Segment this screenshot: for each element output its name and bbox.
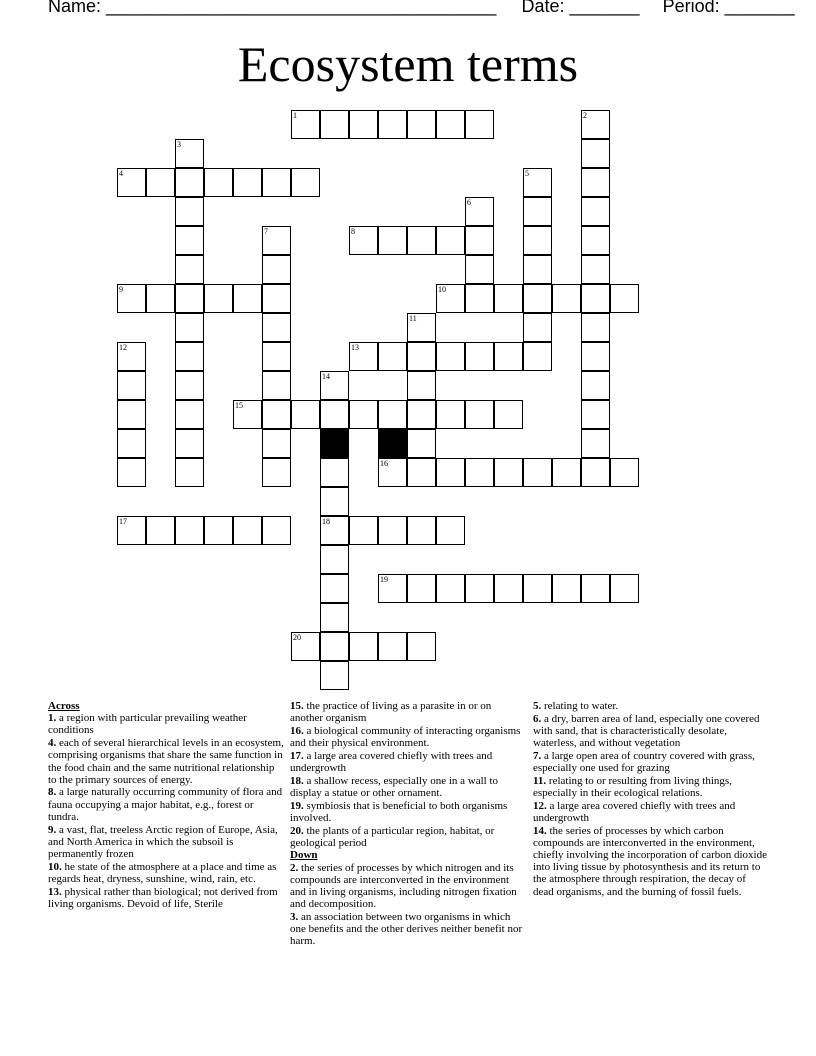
clue-item: [290, 800, 526, 824]
grid-cell[interactable]: [175, 284, 204, 313]
grid-cell[interactable]: [436, 516, 465, 545]
grid-cell[interactable]: [465, 342, 494, 371]
grid-cell[interactable]: [494, 400, 523, 429]
grid-cell[interactable]: [523, 226, 552, 255]
grid-cell[interactable]: [407, 574, 436, 603]
grid-cell[interactable]: [407, 632, 436, 661]
grid-cell[interactable]: [465, 458, 494, 487]
grid-cell[interactable]: [262, 400, 291, 429]
grid-cell[interactable]: [349, 342, 378, 371]
grid-cell[interactable]: [581, 139, 610, 168]
clue-item-text: a large area covered chiefly with trees and undergrowth: [290, 749, 493, 775]
clue-item: [48, 737, 284, 786]
grid-cell[interactable]: [291, 632, 320, 661]
clue-item: [533, 800, 769, 824]
grid-cell[interactable]: [117, 400, 146, 429]
clue-column-3: [533, 700, 769, 898]
grid-cell[interactable]: [349, 400, 378, 429]
clue-item-text: a dry, barren area of land, especially one covered with sand, that is characteristically desolate, waterless, and without vegetation: [533, 712, 760, 750]
clue-item-text: a large naturally occurring community of flora and fauna occupying a major habitat, e.g., forest or tundra.: [48, 786, 283, 823]
grid-cell[interactable]: [378, 632, 407, 661]
clue-item-text: the series of processes by which nitrogen and its compounds are interconverted in the environment and in living organisms, including nitrogen fixation and decomposition.: [290, 861, 517, 911]
grid-cell[interactable]: [349, 110, 378, 139]
grid-cell[interactable]: [552, 458, 581, 487]
grid-cell[interactable]: [117, 516, 146, 545]
grid-cell[interactable]: [320, 516, 349, 545]
grid-cell[interactable]: [349, 632, 378, 661]
clue-item-number: 16.: [290, 724, 304, 737]
clue-item: [48, 886, 284, 910]
name-field-label: Name: _______________________________________: [48, 0, 497, 16]
grid-cell[interactable]: [581, 400, 610, 429]
grid-cell[interactable]: [117, 342, 146, 371]
clue-number: 20: [293, 633, 301, 642]
grid-cell[interactable]: [320, 371, 349, 400]
clue-number: 1: [293, 111, 297, 120]
grid-cell[interactable]: [407, 313, 436, 342]
clue-item-text: symbiosis that is beneficial to both organisms involved.: [290, 799, 508, 824]
clue-item: [48, 824, 284, 861]
grid-cell[interactable]: [581, 168, 610, 197]
clue-item-text: a region with particular prevailing weather conditions: [48, 712, 247, 737]
grid-cell[interactable]: [581, 255, 610, 284]
grid-cell[interactable]: [117, 168, 146, 197]
clue-item: [48, 786, 284, 823]
grid-cell[interactable]: [320, 661, 349, 690]
grid-cell[interactable]: [494, 458, 523, 487]
grid-cell[interactable]: [581, 284, 610, 313]
clue-item: [290, 775, 526, 799]
grid-cell[interactable]: [407, 342, 436, 371]
grid-cell[interactable]: [610, 574, 639, 603]
grid-cell[interactable]: [407, 429, 436, 458]
clue-item: [533, 775, 769, 799]
grid-cell[interactable]: [117, 371, 146, 400]
grid-cell[interactable]: [117, 429, 146, 458]
grid-cell[interactable]: [233, 284, 262, 313]
grid-cell[interactable]: [175, 371, 204, 400]
grid-cell[interactable]: [523, 197, 552, 226]
grid-cell[interactable]: [436, 226, 465, 255]
grid-cell[interactable]: [262, 371, 291, 400]
grid-cell[interactable]: [465, 226, 494, 255]
clue-item: [290, 725, 526, 749]
clue-number: 18: [322, 517, 330, 526]
grid-cell[interactable]: [610, 458, 639, 487]
grid-cell[interactable]: [581, 371, 610, 400]
grid-cell[interactable]: [523, 342, 552, 371]
clue-item-text: physical rather than biological; not derived from living organisms. Devoid of life, Sterile: [48, 885, 278, 910]
grid-cell[interactable]: [175, 400, 204, 429]
clue-number: 2: [583, 111, 587, 120]
clue-item: [290, 911, 526, 948]
clue-item-number: 15.: [290, 700, 304, 712]
clue-item-number: 8.: [48, 786, 57, 799]
grid-cell[interactable]: [262, 255, 291, 284]
across-heading: Across: [48, 700, 80, 712]
grid-cell[interactable]: [407, 400, 436, 429]
clue-item-text: relating to or resulting from living things, especially in their ecological relations.: [533, 774, 732, 799]
grid-cell[interactable]: [175, 226, 204, 255]
clue-item-number: 4.: [48, 737, 57, 750]
clue-item: [48, 712, 284, 736]
clue-number: 13: [351, 343, 359, 352]
grid-cell[interactable]: [581, 458, 610, 487]
grid-cell[interactable]: [378, 226, 407, 255]
grid-cell[interactable]: [465, 284, 494, 313]
grid-cell[interactable]: [581, 342, 610, 371]
grid-cell[interactable]: [349, 516, 378, 545]
grid-cell[interactable]: [581, 429, 610, 458]
clue-item: [290, 700, 526, 724]
clue-column-1: [48, 700, 284, 910]
grid-cell[interactable]: [494, 574, 523, 603]
grid-cell[interactable]: [175, 139, 204, 168]
grid-cell[interactable]: [378, 458, 407, 487]
clue-item-number: 13.: [48, 885, 62, 898]
clue-number: 8: [351, 227, 355, 236]
grid-cell[interactable]: [523, 574, 552, 603]
clue-item-number: 5.: [533, 700, 542, 712]
grid-cell[interactable]: [378, 400, 407, 429]
clue-item-number: 3.: [290, 910, 299, 923]
clue-number: 10: [438, 285, 446, 294]
grid-cell[interactable]: [552, 574, 581, 603]
grid-cell[interactable]: [175, 255, 204, 284]
grid-cell[interactable]: [262, 284, 291, 313]
grid-cell[interactable]: [262, 458, 291, 487]
grid-cell[interactable]: [175, 516, 204, 545]
grid-cell[interactable]: [204, 284, 233, 313]
grid-cell[interactable]: [581, 313, 610, 342]
clue-item-text: an association between two organisms in which one benefits and the other derives neither benefit nor harm.: [290, 910, 523, 948]
clue-number: 4: [119, 169, 123, 178]
clue-item: [533, 700, 769, 712]
grid-cell[interactable]: [117, 458, 146, 487]
page-title: Ecosystem terms: [237, 36, 579, 92]
clue-item: [48, 861, 284, 885]
grid-cell[interactable]: [146, 168, 175, 197]
clue-item-number: 7.: [533, 749, 542, 762]
grid-cell[interactable]: [581, 110, 610, 139]
clue-item-text: relating to water.: [541, 700, 619, 712]
grid-cell[interactable]: [320, 458, 349, 487]
grid-cell[interactable]: [175, 342, 204, 371]
grid-cell[interactable]: [378, 342, 407, 371]
clue-item-text: a large open area of country covered with grass, especially one used for grazing: [533, 749, 755, 775]
grid-cell[interactable]: [262, 429, 291, 458]
grid-cell[interactable]: [436, 458, 465, 487]
clue-item-number: 9.: [48, 823, 57, 836]
grid-cell[interactable]: [407, 226, 436, 255]
grid-cell[interactable]: [291, 110, 320, 139]
grid-cell[interactable]: [146, 516, 175, 545]
clue-item-text: the series of processes by which carbon compounds are interconverted in the environment, chiefly involving the incorporation of carbon dioxide into living tissue by photosynthesis and its return to the atmosphere through respiration, the decay of dead organisms, and the burning of fossil fuels.: [533, 824, 767, 898]
clue-item: [533, 825, 769, 898]
grid-cell[interactable]: [175, 458, 204, 487]
grid-cell[interactable]: [465, 574, 494, 603]
grid-cell[interactable]: [523, 313, 552, 342]
grid-cell[interactable]: [175, 429, 204, 458]
clue-item-text: a vast, flat, treeless Arctic region of Europe, Asia, and North America in which the subsoil is permanently frozen: [48, 823, 278, 860]
clue-item-text: a shallow recess, especially one in a wall to display a statue or other ornament.: [290, 774, 499, 799]
blocked-cell: [378, 429, 407, 458]
clue-item: [533, 750, 769, 774]
grid-cell[interactable]: [436, 342, 465, 371]
grid-cell[interactable]: [175, 313, 204, 342]
grid-cell[interactable]: [320, 603, 349, 632]
grid-cell[interactable]: [146, 284, 175, 313]
grid-cell[interactable]: [349, 226, 378, 255]
clue-number: 9: [119, 285, 123, 294]
grid-cell[interactable]: [204, 168, 233, 197]
clue-number: 19: [380, 575, 388, 584]
grid-cell[interactable]: [523, 458, 552, 487]
grid-cell[interactable]: [320, 632, 349, 661]
clue-item-text: a biological community of interacting organisms and their physical environment.: [290, 724, 521, 750]
grid-cell[interactable]: [552, 284, 581, 313]
clue-number: 12: [119, 343, 127, 352]
clue-item: [533, 713, 769, 750]
clue-item-number: 12.: [533, 799, 547, 812]
grid-cell[interactable]: [523, 284, 552, 313]
clue-item-text: each of several hierarchical levels in an ecosystem, comprising organisms that share the same function in the food chain and the same nutritional relationship to the primary sources of energy.: [48, 737, 284, 786]
grid-cell[interactable]: [320, 545, 349, 574]
grid-cell[interactable]: [175, 168, 204, 197]
grid-cell[interactable]: [407, 371, 436, 400]
grid-cell[interactable]: [320, 487, 349, 516]
grid-cell[interactable]: [436, 574, 465, 603]
grid-cell[interactable]: [407, 110, 436, 139]
grid-cell[interactable]: [494, 342, 523, 371]
grid-cell[interactable]: [262, 168, 291, 197]
grid-cell[interactable]: [465, 110, 494, 139]
grid-cell[interactable]: [436, 110, 465, 139]
grid-cell[interactable]: [407, 516, 436, 545]
grid-cell[interactable]: [320, 400, 349, 429]
grid-cell[interactable]: [436, 400, 465, 429]
grid-cell[interactable]: [378, 516, 407, 545]
grid-cell[interactable]: [610, 284, 639, 313]
grid-cell[interactable]: [581, 197, 610, 226]
clue-item-number: 18.: [290, 774, 304, 787]
grid-cell[interactable]: [262, 516, 291, 545]
clue-number: 11: [409, 314, 417, 323]
clue-number: 15: [235, 401, 243, 410]
blocked-cell: [320, 429, 349, 458]
grid-cell[interactable]: [378, 574, 407, 603]
grid-cell[interactable]: [262, 313, 291, 342]
grid-cell[interactable]: [407, 458, 436, 487]
clue-item-number: 19.: [290, 799, 304, 812]
grid-cell[interactable]: [494, 284, 523, 313]
grid-cell[interactable]: [436, 284, 465, 313]
grid-cell[interactable]: [291, 400, 320, 429]
clue-item-number: 11.: [533, 774, 547, 787]
clue-number: 14: [322, 372, 330, 381]
grid-cell[interactable]: [581, 226, 610, 255]
clue-item-number: 20.: [290, 824, 304, 837]
clue-item-text: the practice of living as a parasite in or on another organism: [290, 700, 492, 725]
grid-cell[interactable]: [262, 226, 291, 255]
grid-cell[interactable]: [320, 110, 349, 139]
clue-item: [290, 862, 526, 911]
grid-cell[interactable]: [233, 516, 262, 545]
clue-item-number: 2.: [290, 861, 299, 874]
grid-cell[interactable]: [465, 197, 494, 226]
clue-item: [290, 750, 526, 774]
clue-number: 7: [264, 227, 268, 236]
grid-cell[interactable]: [523, 255, 552, 284]
clue-number: 17: [119, 517, 127, 526]
clue-item-number: 1.: [48, 712, 57, 725]
grid-cell[interactable]: [262, 342, 291, 371]
grid-cell[interactable]: [204, 516, 233, 545]
clue-item-text: the plants of a particular region, habitat, or geological period: [290, 824, 495, 849]
clue-column-2: [290, 700, 526, 948]
clue-item-text: he state of the atmosphere at a place and time as regards heat, dryness, sunshine, wind, rain, etc.: [48, 860, 277, 885]
clue-number: 3: [177, 140, 181, 149]
clue-item-number: 14.: [533, 824, 547, 837]
clue-number: 16: [380, 459, 388, 468]
clue-item-number: 17.: [290, 749, 304, 762]
grid-cell[interactable]: [175, 197, 204, 226]
clue-item: [290, 825, 526, 849]
down-heading: Down: [290, 849, 318, 862]
grid-cell[interactable]: [523, 168, 552, 197]
grid-cell[interactable]: [291, 168, 320, 197]
period-field-label: Period: _______: [662, 0, 795, 16]
clue-number: 6: [467, 198, 471, 207]
grid-cell[interactable]: [465, 400, 494, 429]
grid-cell[interactable]: [320, 574, 349, 603]
grid-cell[interactable]: [581, 574, 610, 603]
grid-cell[interactable]: [233, 168, 262, 197]
clue-item-text: a large area covered chiefly with trees and undergrowth: [533, 799, 736, 824]
clue-item-number: 10.: [48, 860, 62, 873]
grid-cell[interactable]: [378, 110, 407, 139]
grid-cell[interactable]: [117, 284, 146, 313]
grid-cell[interactable]: [465, 255, 494, 284]
clue-item-number: 6.: [533, 712, 542, 725]
date-field-label: Date: _______: [521, 0, 640, 16]
clue-number: 5: [525, 169, 529, 178]
grid-cell[interactable]: [233, 400, 262, 429]
